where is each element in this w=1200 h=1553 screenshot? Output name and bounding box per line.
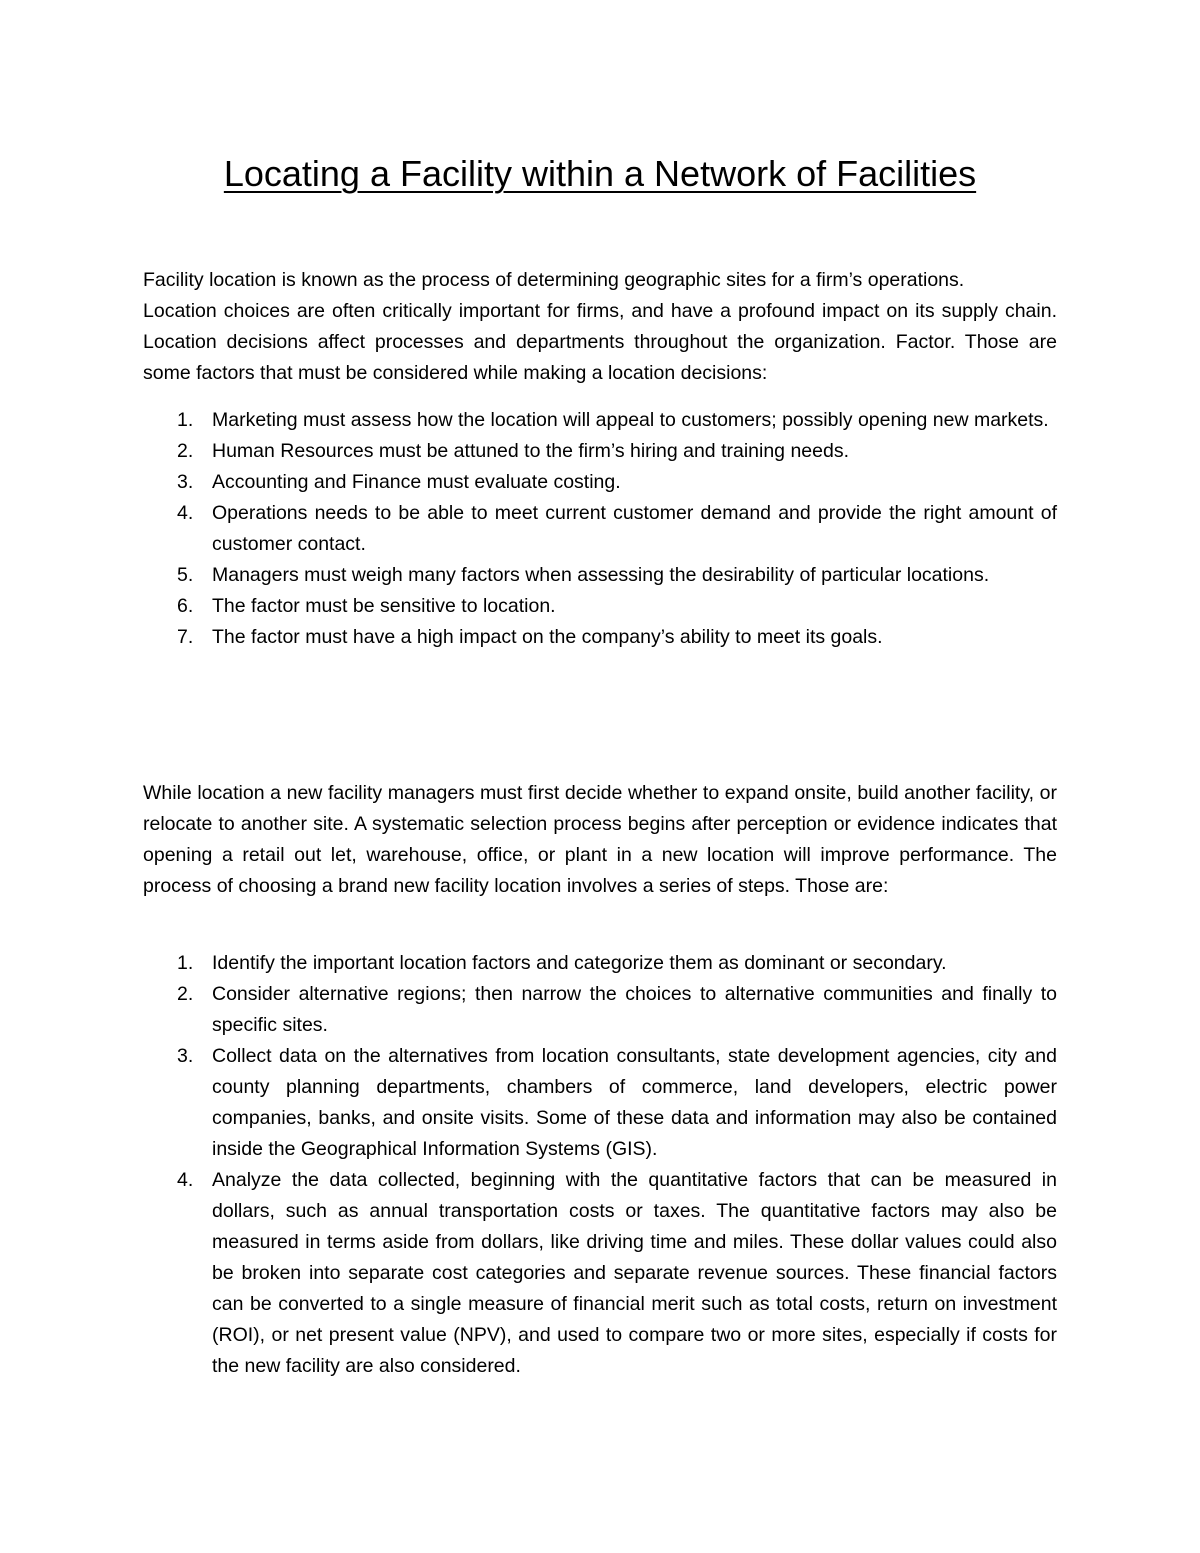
- list-item: [143, 1041, 1057, 1165]
- steps-list-container: [143, 948, 1057, 1382]
- list-item: [143, 467, 1057, 498]
- document-title: Locating a Facility within a Network of Facilities: [223, 153, 977, 194]
- list-item-text: Analyze the data collected, beginning with the quantitative factors that can be measured in dollars, such as annual transportation costs or taxes. The quantitative factors may also be measured in terms aside from dollars, like driving time and miles. These dollar values could also be broken into separate cost categories and separate revenue sources. These financial factors can be converted to a single measure of financial merit such as total costs, return on investment (ROI), or net present value (NPV), and used to compare two or more sites, especially if costs for the new facility are also considered.: [212, 1169, 1057, 1377]
- list-item-text: The factor must have a high impact on the company’s ability to meet its goals.: [212, 626, 883, 648]
- second-paragraph: [143, 778, 1057, 902]
- list-item: [143, 498, 1057, 560]
- list-item: [143, 948, 1057, 979]
- intro-paragraph: [143, 265, 1057, 389]
- list-item: [143, 591, 1057, 622]
- list-item-number: 6.: [177, 595, 194, 617]
- list-item-number: 4.: [177, 502, 194, 524]
- list-item-text: The factor must be sensitive to location.: [212, 595, 556, 617]
- list-item-text: Operations needs to be able to meet current customer demand and provide the right amount of customer contact.: [212, 502, 1057, 555]
- factors-list: [143, 405, 1057, 653]
- list-item-text: Collect data on the alternatives from location consultants, state development agencies, city and county planning departments, chambers of commerce, land developers, electric power companies, banks, and onsite visits. Some of these data and information may also be contained inside the Geographical Information Systems (GIS).: [212, 1045, 1057, 1160]
- list-item-text: Human Resources must be attuned to the firm’s hiring and training needs.: [212, 440, 849, 462]
- list-item-text: Managers must weigh many factors when assessing the desirability of particular locations.: [212, 564, 990, 586]
- list-item: [143, 622, 1057, 653]
- list-item: [143, 979, 1057, 1041]
- list-item-text: Consider alternative regions; then narrow the choices to alternative communities and finally to specific sites.: [212, 983, 1057, 1036]
- second-paragraph-text: While location a new facility managers must first decide whether to expand onsite, build another facility, or relocate to another site. A systematic selection process begins after perception or evidence indicates that opening a retail out let, warehouse, office, or plant in a new location will improve performance. The process of choosing a brand new facility location involves a series of steps. Those are:: [143, 782, 1057, 897]
- factors-list-container: [143, 405, 1057, 653]
- list-item-text: Identify the important location factors and categorize them as dominant or secondary.: [212, 952, 947, 974]
- steps-list: [143, 948, 1057, 1382]
- list-item: [143, 405, 1057, 436]
- list-item-text: Marketing must assess how the location will appeal to customers; possibly opening new markets.: [212, 409, 1049, 431]
- list-item-number: 7.: [177, 626, 194, 648]
- list-item-number: 2.: [177, 983, 194, 1005]
- list-item-number: 1.: [177, 409, 194, 431]
- intro-first-line: Facility location is known as the process of determining geographic sites for a firm’s operations.: [143, 269, 965, 291]
- list-item-number: 5.: [177, 564, 194, 586]
- list-item: [143, 1165, 1057, 1382]
- list-item-number: 2.: [177, 440, 194, 462]
- list-item-number: 4.: [177, 1169, 194, 1191]
- list-item-number: 3.: [177, 471, 194, 493]
- list-item: [143, 436, 1057, 467]
- list-item-text: Accounting and Finance must evaluate costing.: [212, 471, 621, 493]
- list-item: [143, 560, 1057, 591]
- list-item-number: 1.: [177, 952, 194, 974]
- list-item-number: 3.: [177, 1045, 194, 1067]
- intro-rest: Location choices are often critically important for firms, and have a profound impact on its supply chain. Location decisions affect processes and departments throughout the organization. Factor. Those are some factors that must be considered while making a location decisions:: [143, 300, 1057, 384]
